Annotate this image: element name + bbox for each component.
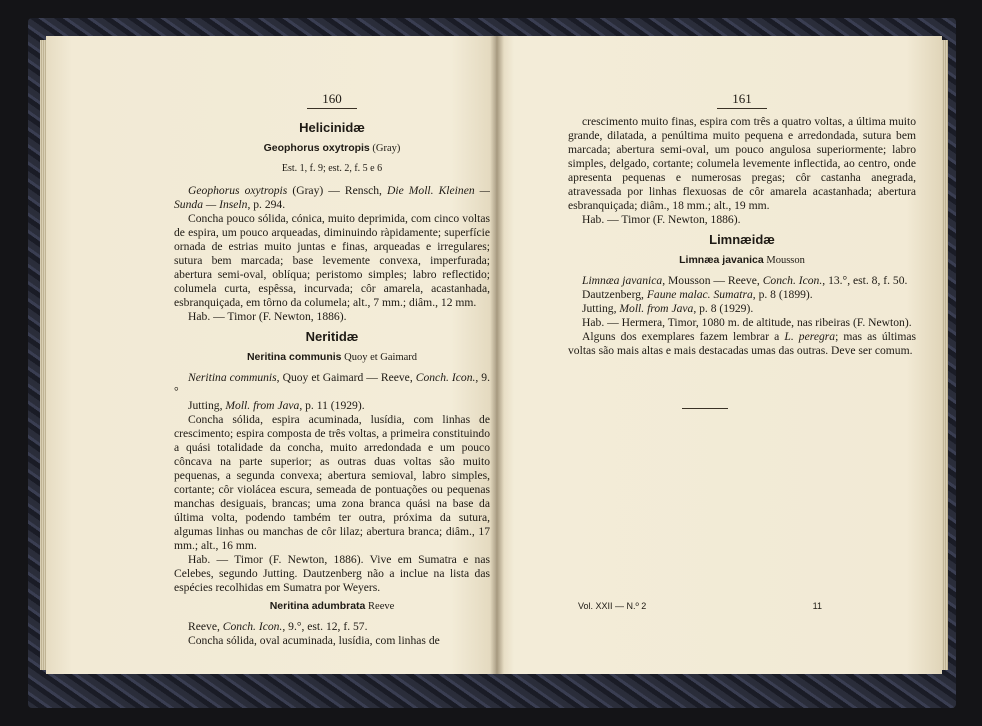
description: Concha pouco sólida, cónica, muito deprimida, com cinco voltas de espira, um pouco arqueadas, diminuindo ràpidamente; superfície ornada de estrias muito juntas e finas, arqueadas e irregulares; sutura bem marcada; base levemente convexa, imperfurada; abertura semi-oval, oblíqua; peristomo simples; labro reflectido; columela curta, espêssa, incurvada; côr amarela, acastanhada, esbranquiçada, em tôrno da columela; alt., 7 mm.; diâm., 12 mm.: [174, 212, 490, 309]
description: crescimento muito finas, espira com três a quatro voltas, a última muito grande, dilatada, a penúltima muito pequena e arredondada, sutura bem marcada; abertura semi-oval, um pouco angulosa superiormente; labro simples, delgado, cortante; columela levemente inflectida, ao centro, onde apresenta pequenas e numerosas pregas; côr castanha anegrada, atravessada por linhas flexuosas de côr amarela acastanhada; abertura esbranquiçada; diâm., 18 mm.; alt., 19 mm.: [568, 115, 916, 212]
header-rule: [307, 108, 357, 109]
citation: Neritina communis, Quoy et Gaimard — Reeve, Conch. Icon., 9.°: [174, 371, 490, 398]
family-heading: Neritidæ: [305, 329, 359, 344]
plate-reference: Est. 1, f. 9; est. 2, f. 5 e 6: [281, 163, 383, 174]
species-author: (Gray): [369, 143, 401, 154]
section-end-rule: [682, 408, 728, 409]
citation: Jutting, Moll. from Java, p. 8 (1929).: [582, 302, 754, 315]
species-heading: [568, 253, 916, 268]
species-author: Mousson: [763, 255, 805, 266]
citation: Dautzenberg, Faune malac. Sumatra, p. 8 (1899).: [582, 288, 813, 301]
species-author: Quoy et Gaimard: [341, 352, 418, 363]
header-rule: [717, 108, 767, 109]
page-number: 161: [732, 91, 752, 106]
species-heading: [174, 599, 490, 614]
left-page-content: [174, 92, 490, 648]
citation: Reeve, Conch. Icon., 9.°, est. 12, f. 57.: [188, 620, 368, 633]
habitat: Hab. — Hermera, Timor, 1080 m. de altitude, nas ribeiras (F. Newton).: [582, 316, 912, 329]
species-name: Neritina adumbrata: [269, 600, 366, 612]
page-footer: [578, 601, 822, 611]
right-page-content: [568, 92, 916, 358]
right-page: [496, 36, 942, 674]
species-name: Limnæa javanica: [679, 254, 764, 266]
species-name: Geophorus oxytropis: [263, 142, 370, 154]
habitat: Hab. — Timor (F. Newton, 1886).: [188, 310, 347, 323]
left-page: [46, 36, 496, 674]
remark: Alguns dos exemplares fazem lembrar a L. peregra; mas as últimas voltas são mais altas e mais destacadas umas das outras. Deve ser comum.: [568, 330, 916, 357]
habitat: Hab. — Timor (F. Newton, 1886).: [582, 213, 741, 226]
species-heading: [174, 350, 490, 365]
citation: Jutting, Moll. from Java, p. 11 (1929).: [188, 399, 365, 412]
description: Concha sólida, oval acuminada, lusídia, com linhas de: [188, 634, 440, 647]
species-author: Reeve: [365, 601, 395, 612]
signature-number: 11: [812, 601, 822, 611]
family-heading: Limnæidæ: [709, 232, 775, 247]
page-number: 160: [322, 91, 342, 106]
species-name: Neritina communis: [246, 351, 342, 363]
volume-reference: Vol. XXII — N.º 2: [578, 601, 647, 611]
citation: Geophorus oxytropis (Gray) — Rensch, Die Moll. Kleinen — Sunda — Inseln, p. 294.: [174, 184, 490, 211]
habitat: Hab. — Timor (F. Newton, 1886). Vive em Sumatra e nas Celebes, segundo Jutting. Dautzenberg não a inclue na lista das espécies recolhidas em Sumatra por Weyers.: [174, 553, 490, 594]
family-heading: Helicinidæ: [299, 120, 365, 135]
citation: Limnæa javanica, Mousson — Reeve, Conch. Icon., 13.°, est. 8, f. 50.: [582, 274, 908, 287]
description: Concha sólida, espira acuminada, lusídia, com linhas de crescimento; espira composta de três voltas, a primeira constituindo a quási totalidade da concha, muito arredondada e um pouco côncava na parte superior; as outras duas voltas são muito pequenas, a segunda convexa; abertura semioval, labro simples, cortante; côr violácea escura, semeada de pontuações ou pequenas manchas desiguais, brancas; uma zona branca quási na base da última volta, podendo também ter outra, próxima da sutura, algumas linhas ou manchas de côr lilaz; abertura branca; diâm., 17 mm.; alt., 16 mm.: [174, 413, 490, 552]
species-heading: [174, 141, 490, 156]
book-gutter: [490, 36, 504, 674]
